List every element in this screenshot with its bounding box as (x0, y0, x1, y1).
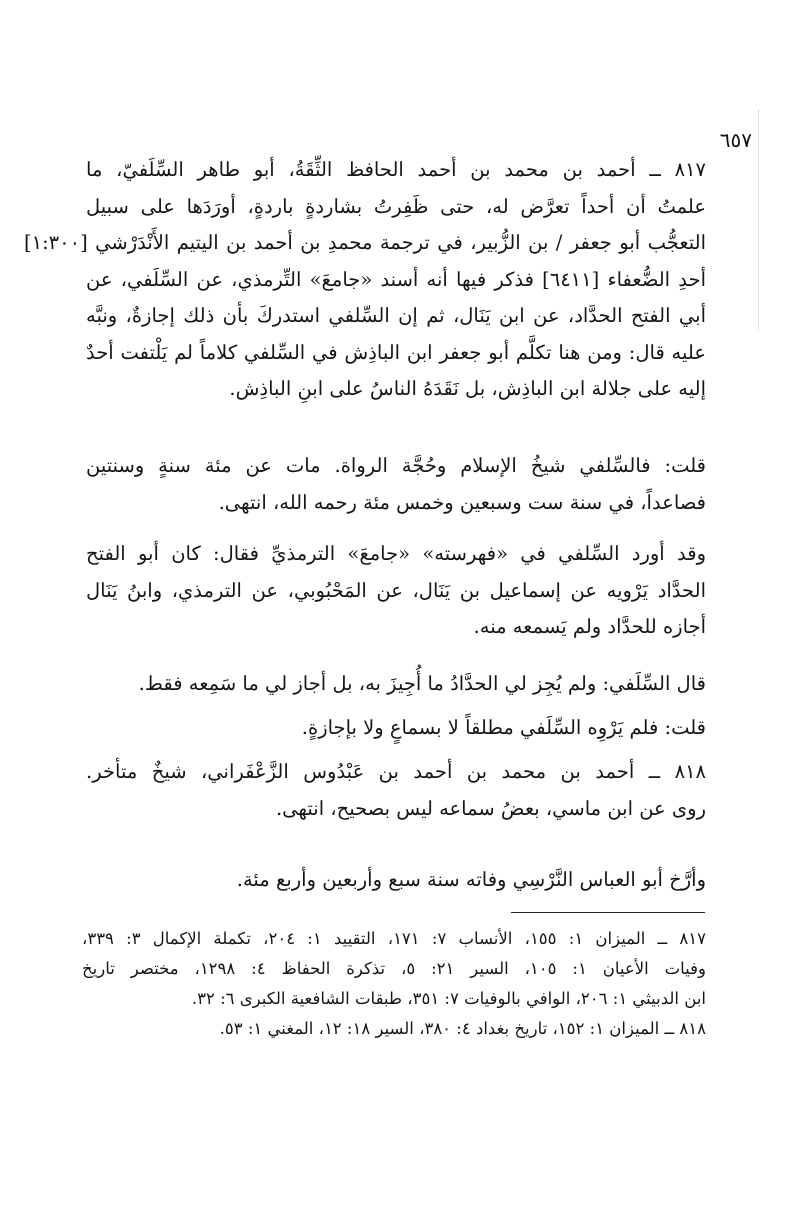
text-line: ٨١٨ ــ أحمد بن محمد بن أحمد بن عَبْدُوس الزَّعْفَراني، شيخٌ متأخر. (86, 760, 706, 783)
fihrist-paragraph (86, 536, 706, 646)
text-line: وأرَّخ أبو العباس النَّرْسِي وفاته سنة سبع وأربعين وأربع مئة. (236, 868, 706, 891)
entry-817-paragraph (24, 152, 706, 408)
text-line: قلت: فالسِّلفي شيخُ الإسلام وحُجَّة الرواة. مات عن مئة سنةٍ وسنتين (86, 454, 706, 477)
page-edge-mark (758, 110, 760, 330)
footnote-line: وفيات الأعيان ١: ١٠٥، السير ٢١: ٥، تذكرة الحفاظ ٤: ١٢٩٨، مختصر تاريخ (82, 959, 706, 978)
text-line: الحدَّاد يَرْويه عن إسماعيل بن يَنَال، عن المَحْبُوبي، عن الترمذي، وابنُ يَنَال (86, 578, 706, 602)
silafi-quote-paragraph (86, 666, 706, 703)
text-line: أبي الفتح الحدَّاد، عن ابن يَنَال، ثم إن السِّلفي استدركَ بأن ذلك إجازةٌ، ونبَّه (86, 304, 706, 327)
footnotes (82, 924, 706, 1044)
text-line: قلت: فلم يَرْوِه السِّلَفي مطلقاً لا بسماعٍ ولا بإجازةٍ. (301, 716, 706, 739)
death-date-paragraph (86, 862, 706, 899)
text-line: أجازه للحدَّاد ولم يَسمعه منه. (473, 615, 706, 638)
text-line: وقد أورد السِّلفي في «فهرسته» «جامعَ» الترمذيِّ فقال: كان أبو الفتح (86, 542, 706, 565)
footnote-817 (82, 924, 706, 1014)
text-line: التعجُّب أبو جعفر / بن الزُّبير، في ترجمة محمدِ بن أحمد بن اليتيم الأَنْدَرْشي [١:٣٠٠] (24, 231, 706, 254)
text-line: إليه على جلالة ابن الباذِش، بل نَقَدَهُ الناسُ على ابنِ الباذِش. (229, 377, 706, 400)
text-line: علمتُ أن أحداً تعرَّض له، حتى ظَفِرتُ بشاردةٍ باردةٍ، أورَدَها على سبيل (86, 194, 706, 218)
footnote-line: ٨١٨ ــ الميزان ١: ١٥٢، تاريخ بغداد ٤: ٣٨٠، السير ١٨: ١٢، المغني ١: ٥٣. (219, 1019, 706, 1038)
comment-paragraph (86, 710, 706, 747)
text-line: عليه قال: ومن هنا تكلَّم أبو جعفر ابن الباذِش في السِّلفي كلاماً لم يَلْتفت أحدٌ (86, 340, 706, 364)
footnote-line: ابن الدبيثي ١: ٢٠٦، الوافي بالوفيات ٧: ٣٥١، طبقات الشافعية الكبرى ٦: ٣٢. (191, 989, 706, 1008)
text-line: قال السِّلَفي: ولم يُجِز لي الحدَّادُ ما أُجِيزَ به، بل أجاز لي ما سَمِعه فقط. (138, 672, 706, 695)
text-line: روى عن ابن ماسي، بعضُ سماعه ليس بصحيح، انتهى. (275, 796, 706, 820)
footnote-818 (82, 1014, 706, 1044)
text-line: ٨١٧ ــ أحمد بن محمد بن أحمد الحافظ الثِّقَةُ، أبو طاهر السِّلَفيّ، ما (86, 158, 706, 181)
entry-818-paragraph (86, 754, 706, 827)
page-number: ٦٥٧ (719, 128, 752, 152)
text-line: أحدِ الضُّعفاء [٦٤١١] فذكر فيها أنه أسند «جامعَ» التِّرمذي، عن السِّلَفي، عن (86, 267, 706, 291)
footnote-separator (511, 912, 705, 913)
footnote-line: ٨١٧ ــ الميزان ١: ١٥٥، الأنساب ٧: ١٧١، التقييد ١: ٢٠٤، تكملة الإكمال ٣: ٣٣٩، (82, 929, 707, 948)
text-line: فصاعداً، في سنة ست وسبعين وخمس مئة رحمه الله، انتهى. (218, 490, 706, 514)
comment-paragraph (86, 448, 706, 521)
